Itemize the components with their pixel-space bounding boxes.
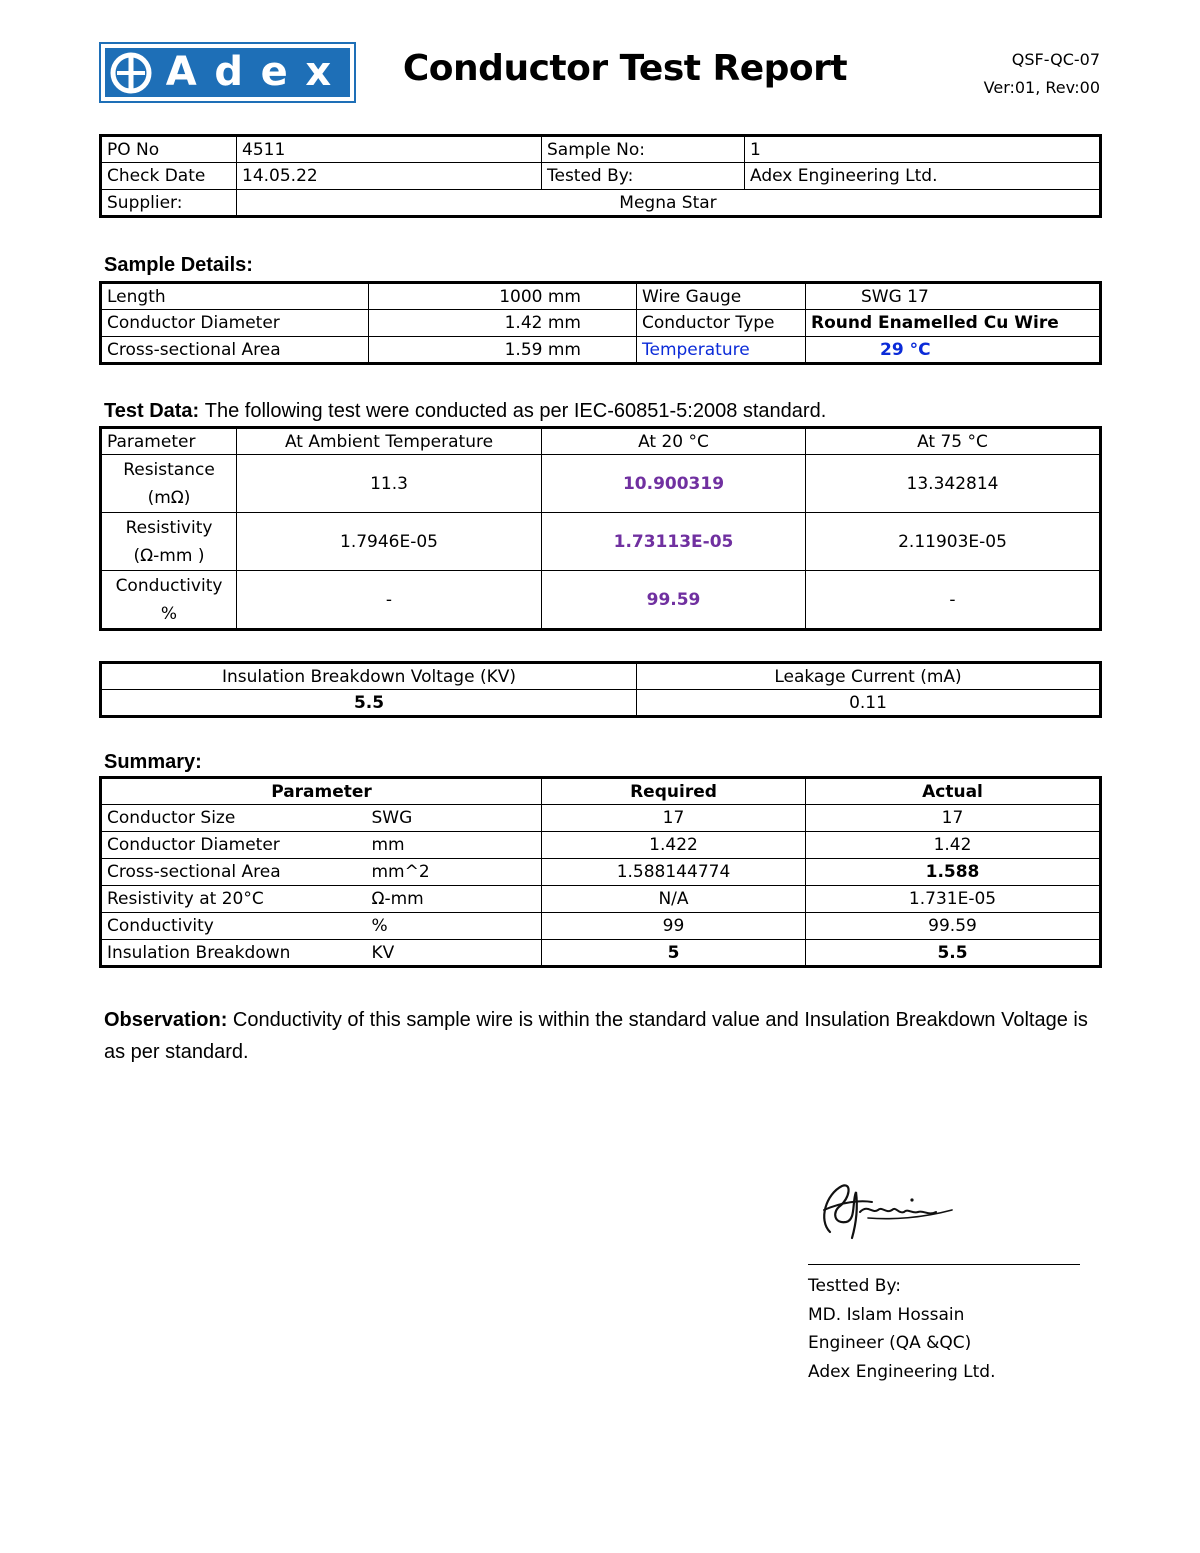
- at75-value: -: [806, 571, 1101, 630]
- parameter-cell: [101, 455, 237, 513]
- sample-value: 1: [745, 136, 1101, 163]
- ambient-value: 1.7946E-05: [237, 513, 542, 571]
- test-data-heading: [104, 400, 826, 423]
- logo-letter: d: [214, 49, 244, 95]
- summary-param: Resistivity at 20°C: [101, 886, 367, 913]
- observation-label: Observation:: [104, 1009, 228, 1031]
- temperature-label: Temperature: [637, 337, 806, 364]
- summary-required: N/A: [542, 886, 806, 913]
- adex-logo: [99, 42, 356, 103]
- observation-text: Conductivity of this sample wire is within the standard value and Insulation Breakdown Voltage is as per standard.: [104, 1009, 1088, 1063]
- conductor-type-value: Round Enamelled Cu Wire: [806, 310, 1101, 337]
- po-value: 4511: [237, 136, 542, 163]
- signature-line: [808, 1264, 1080, 1265]
- date-label: Check Date: [101, 163, 237, 190]
- breakdown-voltage-value: 5.5: [101, 690, 637, 717]
- summary-required: 99: [542, 913, 806, 940]
- insulation-table: [99, 661, 1102, 718]
- summary-actual: 17: [806, 805, 1101, 832]
- test-data-table: [99, 426, 1102, 631]
- column-header: At 75 °C: [806, 428, 1101, 455]
- summary-param: Conductivity: [101, 913, 367, 940]
- adex-emblem-icon: [105, 48, 157, 97]
- wire-gauge-value: SWG 17: [806, 283, 1101, 310]
- wire-gauge-label: Wire Gauge: [637, 283, 806, 310]
- parameter-unit: %: [160, 603, 178, 624]
- at20-value: 99.59: [542, 571, 806, 630]
- summary-param: Cross-sectional Area: [101, 859, 367, 886]
- ambient-value: 11.3: [237, 455, 542, 513]
- conductor-diameter-value: 1.42 mm: [369, 310, 637, 337]
- table-row: [101, 913, 1101, 940]
- logo-letter: x: [305, 49, 332, 95]
- parameter-cell: [101, 571, 237, 630]
- at20-value: 10.900319: [542, 455, 806, 513]
- table-row: [101, 513, 1101, 571]
- summary-table: [99, 776, 1102, 968]
- parameter-name: Resistivity: [125, 517, 213, 538]
- column-header: Actual: [806, 778, 1101, 805]
- column-header: Parameter: [101, 428, 237, 455]
- tested-by-caption: Testted By:: [808, 1276, 902, 1296]
- info-table: [99, 134, 1102, 218]
- logo-letter: e: [260, 49, 288, 95]
- ambient-value: -: [237, 571, 542, 630]
- signer-company: Adex Engineering Ltd.: [808, 1361, 996, 1382]
- at75-value: 13.342814: [806, 455, 1101, 513]
- sample-details-heading: Sample Details:: [104, 254, 253, 276]
- column-header: Required: [542, 778, 806, 805]
- at20-value: 1.73113E-05: [542, 513, 806, 571]
- summary-heading: Summary:: [104, 751, 202, 773]
- table-row: [101, 859, 1101, 886]
- table-row: [101, 805, 1101, 832]
- signature-image: [812, 1172, 962, 1256]
- summary-param: Conductor Diameter: [101, 832, 367, 859]
- at75-value: 2.11903E-05: [806, 513, 1101, 571]
- summary-required: 1.588144774: [542, 859, 806, 886]
- table-row: [101, 455, 1101, 513]
- date-value: 14.05.22: [237, 163, 542, 190]
- sample-details-table: [99, 281, 1102, 365]
- table-row: [101, 310, 1101, 337]
- cross-section-value: 1.59 mm: [369, 337, 637, 364]
- summary-actual: 1.588: [806, 859, 1101, 886]
- tested-by-value: Adex Engineering Ltd.: [745, 163, 1101, 190]
- column-header: Parameter: [101, 778, 542, 805]
- parameter-name: Conductivity: [115, 575, 223, 596]
- summary-actual: 5.5: [806, 940, 1101, 967]
- conductor-diameter-label: Conductor Diameter: [101, 310, 369, 337]
- table-row: [101, 136, 1101, 163]
- temperature-value: 29 °C: [806, 337, 1101, 364]
- parameter-unit: (Ω-mm ): [133, 545, 205, 566]
- length-value: 1000 mm: [369, 283, 637, 310]
- doc-code: QSF-QC-07: [1011, 50, 1100, 69]
- summary-unit: mm: [367, 832, 542, 859]
- table-row: [101, 778, 1101, 805]
- parameter-name: Resistance: [123, 459, 215, 480]
- summary-unit: Ω-mm: [367, 886, 542, 913]
- logo-letter: A: [165, 49, 197, 95]
- conductor-type-label: Conductor Type: [637, 310, 806, 337]
- leakage-current-value: 0.11: [637, 690, 1101, 717]
- doc-version: Ver:01, Rev:00: [983, 78, 1100, 97]
- supplier-value: Megna Star: [237, 190, 1101, 217]
- length-label: Length: [101, 283, 369, 310]
- summary-required: 17: [542, 805, 806, 832]
- signer-block: [808, 1272, 995, 1386]
- summary-required: 5: [542, 940, 806, 967]
- summary-param: Conductor Size: [101, 805, 367, 832]
- summary-required: 1.422: [542, 832, 806, 859]
- summary-unit: %: [367, 913, 542, 940]
- cross-section-label: Cross-sectional Area: [101, 337, 369, 364]
- table-row: [101, 337, 1101, 364]
- logo-wordmark: [157, 48, 350, 97]
- summary-param: Insulation Breakdown: [101, 940, 367, 967]
- column-header: At 20 °C: [542, 428, 806, 455]
- document-reference: [984, 46, 1100, 102]
- summary-actual: 1.42: [806, 832, 1101, 859]
- table-row: [101, 571, 1101, 630]
- page-title: Conductor Test Report: [402, 48, 848, 89]
- test-data-heading-label: Test Data:: [104, 400, 200, 422]
- po-label: PO No: [101, 136, 237, 163]
- table-row: [101, 190, 1101, 217]
- sample-label: Sample No:: [542, 136, 745, 163]
- tested-by-label: Tested By:: [542, 163, 745, 190]
- table-row: [101, 832, 1101, 859]
- summary-unit: SWG: [367, 805, 542, 832]
- supplier-label: Supplier:: [101, 190, 237, 217]
- parameter-cell: [101, 513, 237, 571]
- summary-actual: 1.731E-05: [806, 886, 1101, 913]
- table-row: [101, 886, 1101, 913]
- leakage-current-label: Leakage Current (mA): [637, 663, 1101, 690]
- signer-title: Engineer (QA &QC): [808, 1333, 972, 1353]
- signer-name: MD. Islam Hossain: [808, 1304, 965, 1325]
- table-row: [101, 283, 1101, 310]
- observation: [104, 1004, 1094, 1068]
- table-row: [101, 428, 1101, 455]
- breakdown-voltage-label: Insulation Breakdown Voltage (KV): [101, 663, 637, 690]
- table-row: [101, 940, 1101, 967]
- summary-unit: mm^2: [367, 859, 542, 886]
- summary-unit: KV: [367, 940, 542, 967]
- table-row: [101, 690, 1101, 717]
- test-data-heading-text: The following test were conducted as per IEC-60851-5:2008 standard.: [204, 400, 827, 422]
- parameter-unit: (mΩ): [147, 487, 191, 508]
- summary-actual: 99.59: [806, 913, 1101, 940]
- column-header: At Ambient Temperature: [237, 428, 542, 455]
- table-row: [101, 663, 1101, 690]
- table-row: [101, 163, 1101, 190]
